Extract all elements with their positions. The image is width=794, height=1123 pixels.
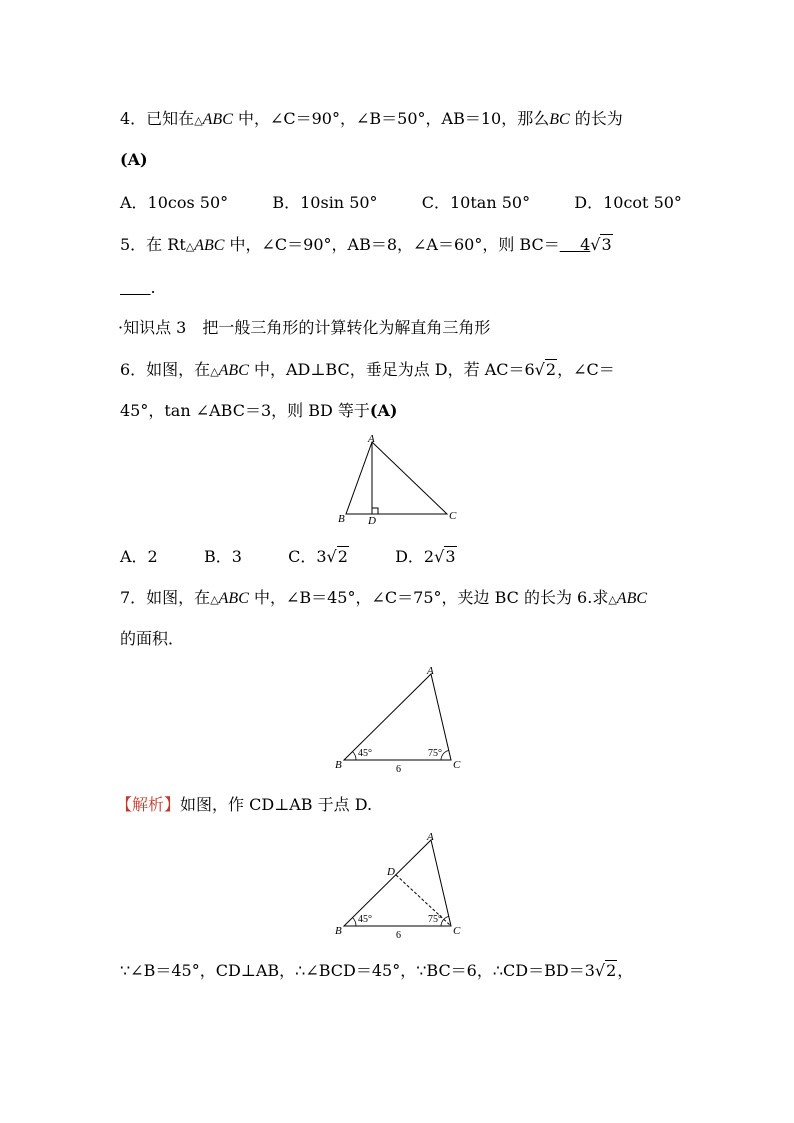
q4-option-d: D．10cot 50° xyxy=(574,193,682,212)
triangle-abc xyxy=(346,442,447,514)
side-bc-label: 6 xyxy=(396,764,401,775)
q6-options xyxy=(120,547,457,567)
angle-c-label: 75° xyxy=(428,914,442,925)
q6-option-d: D．2√3 xyxy=(395,547,456,566)
q4-option-c: C．10tan 50° xyxy=(421,193,531,212)
angle-b-arc xyxy=(353,918,357,927)
q5-blank-end: . xyxy=(150,278,156,297)
angle-b-label: 45° xyxy=(358,748,372,759)
angle-c-label: 75° xyxy=(428,748,442,759)
q4-option-a: A．10cos 50° xyxy=(120,193,229,212)
q4-answer: (A) xyxy=(120,150,148,169)
label-a: A xyxy=(368,433,375,445)
label-b: B xyxy=(335,925,342,937)
altitude-cd-dashed xyxy=(396,875,451,926)
label-c: C xyxy=(453,759,461,771)
q7-triangle-figure xyxy=(330,660,470,778)
label-d: D xyxy=(387,866,395,878)
angle-b-arc xyxy=(353,752,357,761)
label-a: A xyxy=(427,665,434,677)
angle-c-arc xyxy=(441,751,449,761)
q6-stem-line1: 6．如图，在△ABC 中，AD⊥BC，垂足为点 D，若 AC＝6√2，∠C＝ xyxy=(120,360,615,379)
q4-options xyxy=(120,193,682,213)
right-angle-mark xyxy=(372,508,378,514)
section-heading: ·知识点 3 把一般三角形的计算转化为解直角三角形 xyxy=(118,318,491,337)
q6-triangle-figure xyxy=(330,432,470,528)
label-b: B xyxy=(338,513,345,525)
solution-intro: 【解析】如图，作 CD⊥AB 于点 D. xyxy=(116,795,373,814)
q4-option-b: B．10sin 50° xyxy=(272,193,378,212)
label-c: C xyxy=(449,510,457,522)
sqrt-symbol: √2 xyxy=(534,360,557,379)
label-c: C xyxy=(453,925,461,937)
sqrt-symbol: √3 xyxy=(434,547,456,566)
q6-option-b: B．3 xyxy=(203,547,242,566)
q4-stem: 4．已知在△ABC 中，∠C＝90°，∠B＝50°，AB＝10，那么BC 的长为 xyxy=(120,109,623,128)
sqrt-symbol: √3 xyxy=(590,235,612,254)
q6-option-a: A．2 xyxy=(120,547,158,566)
side-bc-label: 6 xyxy=(396,930,401,941)
q5-answer: 4√3 xyxy=(580,235,612,254)
q6-option-c: C．3√2 xyxy=(288,547,348,566)
q7-stem-line1: 7．如图，在△ABC 中，∠B＝45°，∠C＝75°，夹边 BC 的长为 6.求△ABC xyxy=(120,588,648,607)
sqrt-symbol: √2 xyxy=(594,961,617,980)
solution-triangle-figure xyxy=(330,826,470,944)
q5-stem: 5．在 Rt△ABC 中，∠C＝90°，AB＝8，∠A＝60°，则 BC＝ 4√3 xyxy=(120,235,612,254)
sqrt-symbol: √2 xyxy=(326,547,348,566)
q6-stem-line2: 45°，tan ∠ABC＝3，则 BD 等于(A) xyxy=(120,401,398,420)
q7-stem-line2: 的面积． xyxy=(120,629,185,648)
solution-tag: 【解析】 xyxy=(116,795,181,814)
label-d: D xyxy=(368,515,376,527)
label-a: A xyxy=(427,831,434,843)
angle-b-label: 45° xyxy=(358,914,372,925)
angle-c-arc xyxy=(441,917,449,927)
solution-final-line: ∵∠B＝45°，CD⊥AB，∴∠BCD＝45°，∵BC＝6，∴CD＝BD＝3√2， xyxy=(120,961,634,980)
label-b: B xyxy=(335,759,342,771)
